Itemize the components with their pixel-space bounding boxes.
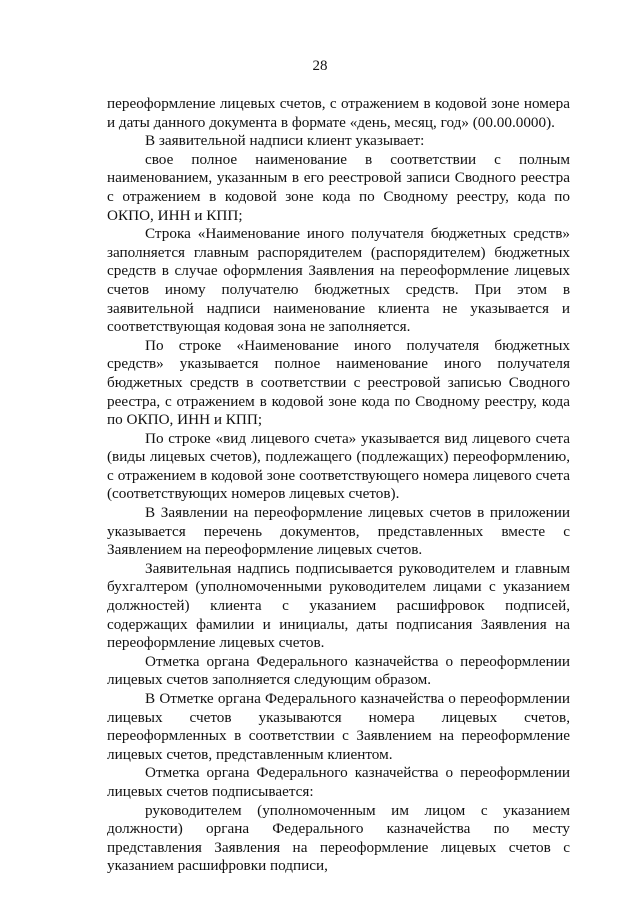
paragraph: переоформление лицевых счетов, с отражением в кодовой зоне номера и даты данного документа в формате «день, месяц, год» (00.00.0000). bbox=[107, 95, 570, 131]
paragraph: В заявительной надписи клиент указывает: bbox=[145, 132, 425, 150]
paragraph: Отметка органа Федерального казначейства о переоформлении лицевых счетов подписывается: bbox=[107, 764, 570, 800]
page-number: 28 bbox=[312, 58, 328, 74]
document-body bbox=[107, 95, 570, 876]
paragraph: В Отметке органа Федерального казначейства о переоформлении лицевых счетов указываются номера лицевых счетов, переоформленных в соответствии с Заявлением на переоформление лицевых счетов, представленным клиентом. bbox=[107, 690, 570, 763]
paragraph: Строка «Наименование иного получателя бюджетных средств» заполняется главным распорядителем (распорядителем) бюджетных средств в случае оформления Заявления на переоформление лицевых счетов иному получателю бюджетных средств. При этом в заявительной надписи наименование клиента не указывается и соответствующая кодовая зона не заполняется. bbox=[107, 225, 570, 336]
paragraph: Отметка органа Федерального казначейства о переоформлении лицевых счетов заполняется следующим образом. bbox=[107, 652, 570, 689]
paragraph: В Заявлении на переоформление лицевых счетов в приложении указывается перечень документов, представленных вместе с Заявлением на переоформление лицевых счетов. bbox=[107, 504, 570, 559]
paragraph: Заявительная надпись подписывается руководителем и главным бухгалтером (уполномоченными руководителем лицами с указанием должностей) клиента с указанием расшифровок подписей, содержащих фамилии и инициалы, даты подписания Заявления на переоформление лицевых счетов. bbox=[107, 559, 570, 652]
paragraph: свое полное наименование в соответствии с полным наименованием, указанным в его реестровой записи Сводного реестра с отражением в кодовой зоне кода по Сводному реестру, кода по ОКПО, ИНН и КПП; bbox=[107, 150, 570, 224]
paragraph: руководителем (уполномоченным им лицом с указанием должности) органа Федерального казначейства по месту представления Заявления на переоформление лицевых счетов с указанием расшифровки подписи, bbox=[107, 801, 570, 875]
paragraph: По строке «вид лицевого счета» указывается вид лицевого счета (виды лицевых счетов), подлежащего (подлежащих) переоформлению, с отражением в кодовой зоне соответствующего номера лицевого счета (соответствующих номеров лицевых счетов). bbox=[107, 429, 570, 503]
paragraph: По строке «Наименование иного получателя бюджетных средств» указывается полное наименование иного получателя бюджетных средств в соответствии с реестровой записью Сводного реестра, с отражением в кодовой зоне кода по Сводному реестру, кода по ОКПО, ИНН и КПП; bbox=[107, 336, 570, 429]
